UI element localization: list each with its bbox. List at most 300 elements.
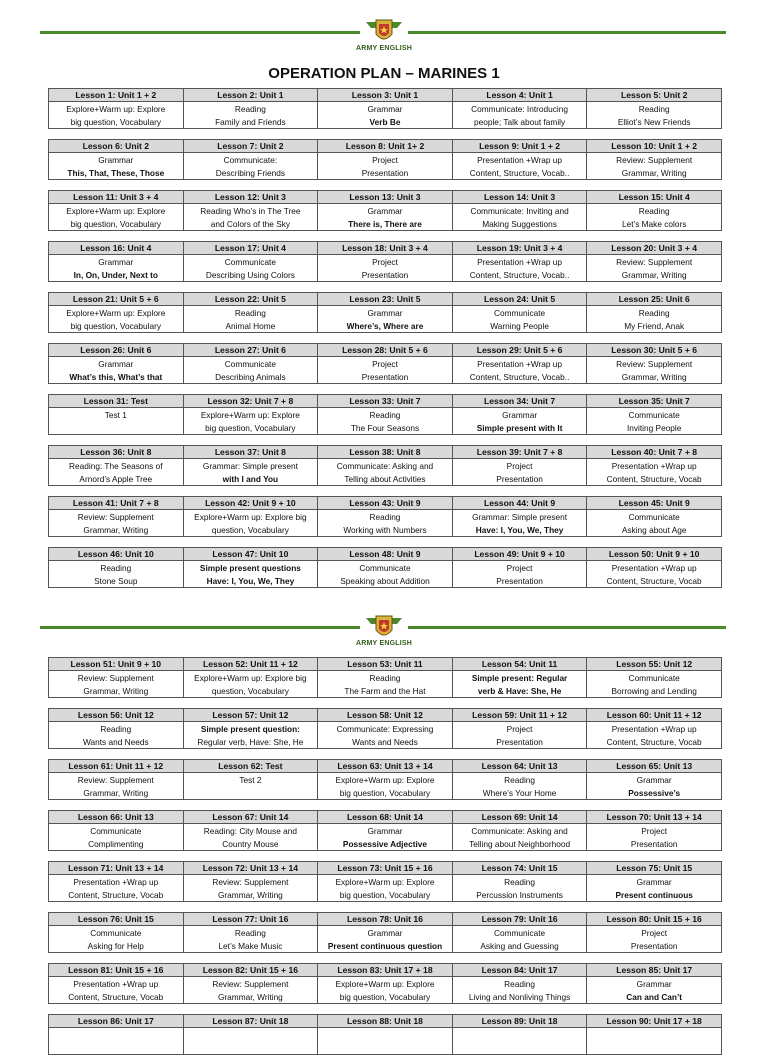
lesson-line-1: Grammar: [367, 928, 403, 938]
lesson-content: [587, 561, 721, 587]
lesson-cell: [183, 862, 318, 901]
lesson-line-2: Grammar, Writing: [621, 371, 687, 382]
lesson-cell: [317, 913, 452, 952]
lesson-cell: [49, 446, 183, 485]
lesson-cell: [452, 658, 587, 697]
lesson-line-1: Reading: [100, 724, 132, 734]
lesson-row: [48, 343, 722, 384]
lesson-content: [184, 977, 318, 1003]
lesson-heading: Lesson 36: Unit 8: [49, 446, 183, 459]
lesson-heading: Lesson 46: Unit 10: [49, 548, 183, 561]
lesson-heading: Lesson 8: Unit 1+ 2: [318, 140, 452, 153]
lesson-line-1: Presentation +Wrap up: [73, 877, 159, 887]
lesson-line-1: Presentation +Wrap up: [611, 563, 697, 573]
lesson-heading: Lesson 79: Unit 16: [453, 913, 587, 926]
lesson-content: [587, 204, 721, 230]
lesson-cell: [452, 395, 587, 434]
lesson-line-1: Grammar: [636, 775, 672, 785]
lesson-content: [184, 671, 318, 697]
lesson-line-2: Where’s Your Home: [482, 787, 557, 798]
lesson-heading: Lesson 49: Unit 9 + 10: [453, 548, 587, 561]
lesson-cell: [183, 140, 318, 179]
lesson-line-2: Describing Friends: [215, 167, 285, 178]
lesson-heading: Lesson 76: Unit 15: [49, 913, 183, 926]
lesson-line-2: Let’s Make Music: [218, 940, 283, 951]
lesson-line-1: Simple present questions: [199, 563, 301, 573]
lesson-cell: [49, 913, 183, 952]
lesson-content: [453, 977, 587, 1003]
lesson-line-1: Reading: [504, 877, 536, 887]
lesson-cell: [452, 140, 587, 179]
lesson-content: [318, 204, 452, 230]
lesson-line-1: Project: [641, 826, 668, 836]
lesson-cell: [586, 658, 721, 697]
lesson-cell: [317, 811, 452, 850]
lesson-line-2: Content, Structure, Vocab..: [469, 371, 570, 382]
lesson-cell: [183, 913, 318, 952]
lesson-content: [587, 977, 721, 1003]
lesson-cell: [183, 497, 318, 536]
lesson-line-1: Communicate: [628, 512, 680, 522]
lesson-line-2: Presentation: [361, 371, 409, 382]
lesson-cell: [317, 395, 452, 434]
lesson-line-1: Grammar: [367, 826, 403, 836]
lesson-heading: Lesson 3: Unit 1: [318, 89, 452, 102]
lesson-line-2: Describing Using Colors: [205, 269, 295, 280]
lesson-cell: [183, 811, 318, 850]
lesson-cell: [49, 811, 183, 850]
lesson-heading: Lesson 24: Unit 5: [453, 293, 587, 306]
lesson-cell: [49, 191, 183, 230]
lesson-heading: Lesson 43: Unit 9: [318, 497, 452, 510]
lesson-line-1: Communicate: [90, 928, 142, 938]
lesson-heading: Lesson 50: Unit 9 + 10: [587, 548, 721, 561]
lesson-line-2: Animal Home: [225, 320, 276, 331]
lesson-line-1: Project: [641, 928, 668, 938]
lesson-cell: [49, 760, 183, 799]
lesson-cell: [452, 760, 587, 799]
lesson-cell: [317, 1015, 452, 1054]
lesson-cell: [586, 548, 721, 587]
lesson-heading: Lesson 75: Unit 15: [587, 862, 721, 875]
lesson-line-2: Content, Structure, Vocab: [606, 575, 702, 586]
lesson-line-2: Content, Structure, Vocab: [606, 473, 702, 484]
lesson-cell: [586, 760, 721, 799]
lesson-line-1: Communicate: Inviting and: [470, 206, 569, 216]
lesson-line-2: Verb Be: [369, 116, 401, 127]
lesson-content: [49, 824, 183, 850]
lesson-content: [184, 102, 318, 128]
lesson-content: [49, 255, 183, 281]
lesson-line-1: Reading: [369, 673, 401, 683]
lesson-row: [48, 88, 722, 129]
lesson-heading: Lesson 78: Unit 16: [318, 913, 452, 926]
lesson-line-1: Review: Supplement: [77, 512, 154, 522]
lesson-cell: [49, 709, 183, 748]
lesson-line-2: with I and You: [222, 473, 279, 484]
lesson-heading: Lesson 5: Unit 2: [587, 89, 721, 102]
lesson-line-1: Communicate: [628, 673, 680, 683]
lesson-content: [453, 408, 587, 434]
lesson-content: [587, 824, 721, 850]
lesson-cell: [452, 191, 587, 230]
lesson-line-2: Can and Can’t: [626, 991, 683, 1002]
lesson-cell: [586, 89, 721, 128]
lesson-line-1: Reading: [638, 104, 670, 114]
lesson-content: [318, 255, 452, 281]
lesson-heading: Lesson 84: Unit 17: [453, 964, 587, 977]
lesson-line-1: Grammar: [367, 206, 403, 216]
lesson-cell: [452, 446, 587, 485]
lesson-content: [587, 510, 721, 536]
lesson-line-2: Presentation: [496, 736, 543, 747]
lesson-line-1: Grammar: [98, 155, 134, 165]
lesson-content: [587, 306, 721, 332]
lesson-line-1: Reading: [234, 308, 266, 318]
lesson-line-1: Presentation +Wrap up: [477, 155, 563, 165]
lesson-content: [49, 102, 183, 128]
lesson-line-2: big question, Vocabulary: [339, 787, 431, 798]
lesson-cell: [586, 964, 721, 1003]
lesson-line-1: Reading: [234, 928, 266, 938]
lesson-line-1: Review: Supplement: [77, 673, 154, 683]
lesson-heading: Lesson 41: Unit 7 + 8: [49, 497, 183, 510]
lesson-content: [184, 306, 318, 332]
lesson-heading: Lesson 35: Unit 7: [587, 395, 721, 408]
lesson-cell: [49, 242, 183, 281]
lesson-line-2: Let’s Make colors: [621, 218, 687, 229]
lesson-heading: Lesson 73: Unit 15 + 16: [318, 862, 452, 875]
lesson-line-2: Asking and Guessing: [480, 940, 559, 951]
lesson-line-2: My Friend, Anak: [624, 320, 685, 331]
lesson-line-1: Review: Supplement: [616, 155, 693, 165]
lesson-heading: Lesson 4: Unit 1: [453, 89, 587, 102]
lesson-cell: [49, 140, 183, 179]
lesson-heading: Lesson 51: Unit 9 + 10: [49, 658, 183, 671]
lesson-line-2: Presentation: [361, 269, 409, 280]
lesson-content: [587, 102, 721, 128]
lesson-cell: [183, 191, 318, 230]
lesson-line-1: Presentation +Wrap up: [611, 724, 697, 734]
lesson-cell: [317, 548, 452, 587]
lesson-heading: Lesson 14: Unit 3: [453, 191, 587, 204]
lesson-line-2: Percussion Instruments: [476, 889, 563, 900]
lesson-heading: Lesson 2: Unit 1: [184, 89, 318, 102]
lesson-content: [318, 153, 452, 179]
lesson-heading: Lesson 40: Unit 7 + 8: [587, 446, 721, 459]
lesson-cell: [49, 862, 183, 901]
lesson-line-2: Asking for Help: [87, 940, 144, 951]
lesson-line-1: Reading: [234, 104, 266, 114]
lesson-line-2: people; Talk about family: [473, 116, 566, 127]
lesson-line-2: question, Vocabulary: [211, 685, 289, 696]
lesson-heading: Lesson 63: Unit 13 + 14: [318, 760, 452, 773]
lesson-content: [49, 510, 183, 536]
lesson-content: [318, 306, 452, 332]
lesson-content: [318, 459, 452, 485]
lesson-content: [184, 926, 318, 952]
lesson-content: [587, 408, 721, 434]
lesson-content: [49, 722, 183, 748]
lesson-line-1: Explore+Warm up: Explore: [335, 877, 435, 887]
lesson-line-2: What’s this, What’s that: [69, 371, 163, 382]
lesson-line-1: Communicate: Asking and: [471, 826, 568, 836]
lesson-line-1: Communicate: Expressing: [336, 724, 434, 734]
lesson-content: [49, 773, 183, 799]
lesson-line-2: Possessive Adjective: [342, 838, 428, 849]
lesson-content: [318, 926, 452, 952]
lesson-heading: Lesson 61: Unit 11 + 12: [49, 760, 183, 773]
lesson-content: [49, 1028, 183, 1029]
lesson-content: [318, 510, 452, 536]
lesson-content: [453, 926, 587, 952]
lesson-heading: Lesson 85: Unit 17: [587, 964, 721, 977]
lesson-heading: Lesson 60: Unit 11 + 12: [587, 709, 721, 722]
lesson-line-2: Grammar, Writing: [83, 787, 149, 798]
lesson-cell: [586, 811, 721, 850]
lesson-heading: Lesson 74: Unit 15: [453, 862, 587, 875]
lesson-heading: Lesson 13: Unit 3: [318, 191, 452, 204]
lesson-line-1: Reading: The Seasons of: [69, 461, 163, 471]
lesson-heading: Lesson 52: Unit 11 + 12: [184, 658, 318, 671]
lesson-line-2: Inviting People: [626, 422, 682, 433]
lesson-line-1: Communicate: Asking and: [336, 461, 434, 471]
lesson-content: [318, 561, 452, 587]
lesson-cell: [452, 344, 587, 383]
lesson-heading: Lesson 56: Unit 12: [49, 709, 183, 722]
lesson-cell: [586, 293, 721, 332]
lesson-row: [48, 394, 722, 435]
lesson-line-1: Explore+Warm up: Explore big: [194, 512, 307, 522]
lesson-line-2: Grammar, Writing: [83, 685, 149, 696]
lesson-line-2: big question, Vocabulary: [70, 218, 161, 229]
lesson-line-2: Presentation: [630, 838, 678, 849]
lesson-line-2: Elliot’s New Friends: [617, 116, 691, 127]
lesson-heading: Lesson 89: Unit 18: [453, 1015, 587, 1028]
lesson-row: [48, 912, 722, 953]
lesson-line-1: Communicate:: [223, 155, 278, 165]
lesson-line-2: Grammar, Writing: [217, 991, 283, 1002]
lesson-heading: Lesson 80: Unit 15 + 16: [587, 913, 721, 926]
lesson-heading: Lesson 81: Unit 15 + 16: [49, 964, 183, 977]
lesson-line-1: Project: [506, 563, 533, 573]
lesson-row: [48, 810, 722, 851]
lesson-heading: Lesson 27: Unit 6: [184, 344, 318, 357]
lesson-heading: Lesson 67: Unit 14: [184, 811, 318, 824]
lesson-line-1: Review: Supplement: [212, 877, 289, 887]
lesson-line-2: Content, Structure, Vocab..: [469, 167, 570, 178]
lesson-line-1: Test 2: [239, 775, 262, 785]
lesson-row: [48, 963, 722, 1004]
lesson-cell: [317, 709, 452, 748]
lesson-content: [318, 671, 452, 697]
lesson-cell: [452, 293, 587, 332]
lesson-line-2: Telling about Neighborhood: [469, 838, 571, 849]
lesson-line-1: Simple present question:: [200, 724, 300, 734]
lesson-line-1: Reading: [638, 308, 670, 318]
lesson-content: [318, 824, 452, 850]
lesson-content: [49, 875, 183, 901]
lesson-heading: Lesson 90: Unit 17 + 18: [587, 1015, 721, 1028]
lesson-line-2: The Four Seasons: [350, 422, 420, 433]
lesson-line-1: Reading: [369, 410, 401, 420]
lesson-cell: [49, 344, 183, 383]
lesson-content: [587, 671, 721, 697]
lesson-heading: Lesson 26: Unit 6: [49, 344, 183, 357]
lesson-heading: Lesson 77: Unit 16: [184, 913, 318, 926]
lesson-line-2: and Colors of the Sky: [210, 218, 291, 229]
lesson-line-1: Explore+Warm up: Explore: [66, 206, 166, 216]
lesson-heading: Lesson 10: Unit 1 + 2: [587, 140, 721, 153]
lesson-line-2: Speaking about Addition: [340, 575, 430, 586]
lesson-line-1: Reading: [369, 512, 401, 522]
lesson-heading: Lesson 6: Unit 2: [49, 140, 183, 153]
lesson-cell: [183, 964, 318, 1003]
lesson-line-2: Simple present with It: [476, 422, 563, 433]
lesson-cell: [183, 760, 318, 799]
lesson-content: [49, 926, 183, 952]
lesson-line-2: Possessive’s: [628, 787, 681, 798]
lesson-line-1: Grammar: Simple present: [472, 512, 568, 522]
lesson-line-2: Wants and Needs: [82, 736, 149, 747]
lesson-line-2: big question, Vocabulary: [70, 116, 161, 127]
lesson-row: [48, 292, 722, 333]
lesson-cell: [183, 548, 318, 587]
lesson-heading: Lesson 38: Unit 8: [318, 446, 452, 459]
lesson-line-1: Reading: [504, 979, 536, 989]
lesson-row: [48, 139, 722, 180]
lesson-heading: Lesson 87: Unit 18: [184, 1015, 318, 1028]
lesson-heading: Lesson 21: Unit 5 + 6: [49, 293, 183, 306]
lesson-cell: [452, 548, 587, 587]
lesson-heading: Lesson 54: Unit 11: [453, 658, 587, 671]
lesson-line-2: Regular verb, Have: She, He: [197, 736, 304, 747]
lesson-content: [49, 306, 183, 332]
lesson-cell: [49, 293, 183, 332]
lesson-content: [453, 255, 587, 281]
lesson-line-2: Grammar, Writing: [83, 524, 149, 535]
lesson-content: [587, 926, 721, 952]
lesson-content: [453, 204, 587, 230]
lesson-heading: Lesson 7: Unit 2: [184, 140, 318, 153]
lesson-cell: [183, 1015, 318, 1054]
lesson-content: [587, 875, 721, 901]
lesson-line-2: Warning People: [490, 320, 549, 331]
lesson-content: [453, 671, 587, 697]
lesson-line-2: Where’s, Where are: [346, 320, 424, 331]
lesson-content: [184, 408, 318, 434]
lesson-cell: [49, 395, 183, 434]
lesson-content: [184, 561, 318, 587]
lesson-line-1: Project: [372, 359, 398, 369]
lesson-line-2: Family and Friends: [215, 116, 286, 127]
lesson-cell: [317, 89, 452, 128]
lesson-cell: [586, 1015, 721, 1054]
lesson-line-2: In, On, Under, Next to: [73, 269, 158, 280]
lesson-content: [453, 824, 587, 850]
lesson-content: [49, 153, 183, 179]
lesson-heading: Lesson 32: Unit 7 + 8: [184, 395, 318, 408]
lesson-cell: [452, 811, 587, 850]
lesson-cell: [49, 89, 183, 128]
lesson-cell: [317, 497, 452, 536]
lesson-line-1: Presentation +Wrap up: [73, 979, 159, 989]
lesson-line-2: Working with Numbers: [343, 524, 427, 535]
lesson-content: [184, 773, 318, 787]
lesson-content: [318, 408, 452, 434]
lesson-cell: [183, 658, 318, 697]
header-rule-left: [40, 626, 360, 629]
lesson-heading: Lesson 30: Unit 5 + 6: [587, 344, 721, 357]
lesson-heading: Lesson 17: Unit 4: [184, 242, 318, 255]
lesson-heading: Lesson 59: Unit 11 + 12: [453, 709, 587, 722]
lesson-cell: [452, 89, 587, 128]
lesson-cell: [183, 242, 318, 281]
lesson-line-1: Reading: City Mouse and: [203, 826, 297, 836]
lesson-content: [453, 773, 587, 799]
lesson-content: [587, 357, 721, 383]
lesson-line-1: Explore+Warm up: Explore: [200, 410, 300, 420]
lesson-line-2: verb & Have: She, He: [477, 685, 562, 696]
lesson-cell: [586, 497, 721, 536]
lesson-heading: Lesson 29: Unit 5 + 6: [453, 344, 587, 357]
lesson-line-1: Grammar: [367, 104, 403, 114]
lesson-content: [587, 722, 721, 748]
lesson-cell: [317, 446, 452, 485]
lesson-line-2: Making Suggestions: [482, 218, 557, 229]
lesson-cell: [586, 913, 721, 952]
lesson-line-1: Communicate: [493, 308, 546, 318]
lesson-line-2: Present continuous: [615, 889, 693, 900]
lesson-cell: [183, 395, 318, 434]
lesson-heading: Lesson 12: Unit 3: [184, 191, 318, 204]
lesson-cell: [49, 658, 183, 697]
lesson-line-2: Content, Structure, Vocab: [68, 889, 164, 900]
lesson-line-1: Simple present: Regular: [471, 673, 568, 683]
lesson-cell: [452, 1015, 587, 1054]
lesson-content: [453, 1028, 587, 1029]
lesson-cell: [586, 862, 721, 901]
lesson-line-2: Complimenting: [88, 838, 144, 849]
lesson-content: [453, 306, 587, 332]
lesson-heading: Lesson 66: Unit 13: [49, 811, 183, 824]
lesson-heading: Lesson 11: Unit 3 + 4: [49, 191, 183, 204]
lesson-heading: Lesson 15: Unit 4: [587, 191, 721, 204]
lesson-content: [49, 671, 183, 697]
lesson-line-2: big question, Vocabulary: [339, 991, 431, 1002]
lesson-content: [587, 459, 721, 485]
header-rule-left: [40, 31, 360, 34]
lesson-line-2: Content, Structure, Vocab: [68, 991, 164, 1002]
lesson-line-1: Communicate: [628, 410, 680, 420]
lesson-line-2: big question, Vocabulary: [70, 320, 161, 331]
lesson-line-1: Explore+Warm up: Explore: [335, 979, 435, 989]
lesson-content: [453, 875, 587, 901]
lesson-heading: Lesson 69: Unit 14: [453, 811, 587, 824]
lesson-cell: [317, 760, 452, 799]
lesson-content: [453, 102, 587, 128]
lesson-heading: Lesson 18: Unit 3 + 4: [318, 242, 452, 255]
lesson-line-2: Presentation: [496, 473, 543, 484]
lesson-line-1: Review: Supplement: [77, 775, 154, 785]
header-rule-right: [408, 31, 726, 34]
lesson-line-1: Reading: [638, 206, 670, 216]
lesson-cell: [586, 395, 721, 434]
lesson-line-1: Presentation +Wrap up: [611, 461, 697, 471]
lesson-heading: Lesson 1: Unit 1 + 2: [49, 89, 183, 102]
lesson-cell: [452, 709, 587, 748]
lesson-heading: Lesson 39: Unit 7 + 8: [453, 446, 587, 459]
